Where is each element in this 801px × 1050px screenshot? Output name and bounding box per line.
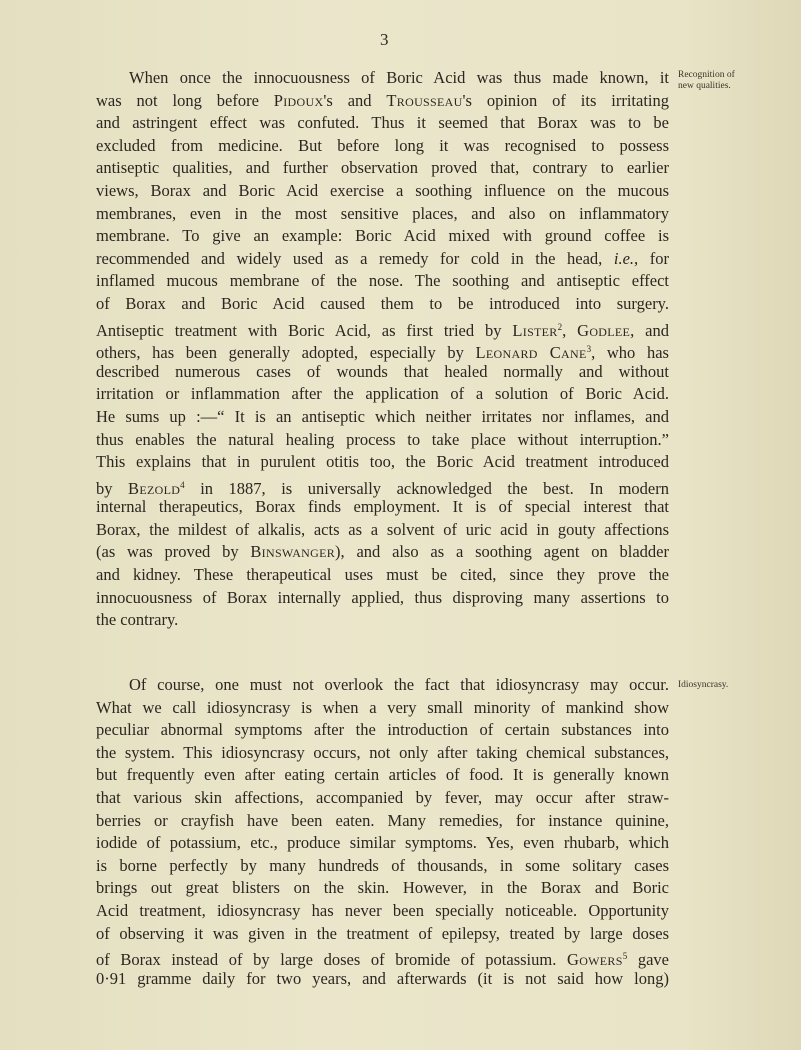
text-run: inflamed mucous membrane of the nose. The soothing and antiseptic effect xyxy=(96,271,669,291)
text-line xyxy=(96,674,669,697)
text-run: Of course, one must not overlook the fact that idiosyncrasy may occur. xyxy=(129,675,669,694)
text-run: of Borax and Boric Acid caused them to be introduced into surgery. xyxy=(96,293,669,313)
author-name: Godlee xyxy=(577,320,631,340)
text-line xyxy=(96,541,669,564)
text-line xyxy=(96,697,669,720)
paragraph-recognition xyxy=(96,67,669,632)
text-line xyxy=(96,157,669,180)
text-run: When once the innocuousness of Boric Acid was thus made known, it xyxy=(129,68,669,87)
text-run: and kidney. These therapeutical uses must be cited, since they prove the xyxy=(96,565,669,585)
text-run: , xyxy=(562,320,578,340)
text-line xyxy=(96,968,669,991)
text-run: i.e. xyxy=(613,248,635,268)
text-run: in 1887, is universally acknowledged the best. In modern xyxy=(184,478,669,498)
text-run: 's and xyxy=(323,90,387,110)
text-run: recommended and widely used as a remedy for cold in the head, xyxy=(96,248,614,268)
text-line xyxy=(96,764,669,787)
text-run: innocuousness of Borax internally applied, thus disproving many assertions to xyxy=(96,587,669,607)
margin-note-recognition xyxy=(678,70,735,92)
paragraph-idiosyncrasy xyxy=(96,674,669,990)
text-line xyxy=(96,248,669,271)
text-line xyxy=(96,787,669,810)
text-run: that various skin affections, accompanied by fever, may occur after straw- xyxy=(96,787,669,807)
text-line xyxy=(96,496,669,519)
text-run: peculiar abnormal symptoms after the introduction of certain substances into xyxy=(96,720,669,740)
text-line xyxy=(96,67,669,90)
text-run: What we call idiosyncrasy is when a very small minority of mankind show xyxy=(96,697,669,717)
footnote-ref: 3 xyxy=(586,344,592,355)
text-run: iodide of potassium, etc., produce similar symptoms. Yes, even rhubarb, which xyxy=(96,833,669,853)
text-run: and astringent effect was confuted. Thus it seemed that Borax was to be xyxy=(96,113,669,133)
text-line xyxy=(96,832,669,855)
text-line xyxy=(96,112,669,135)
text-line xyxy=(96,90,669,113)
text-line xyxy=(96,742,669,765)
text-line xyxy=(96,316,669,339)
text-run: of Borax instead of by large doses of bromide of potassium. xyxy=(96,950,567,970)
text-line xyxy=(96,135,669,158)
text-line xyxy=(96,451,669,474)
text-run: brings out great blisters on the skin. However, in the Borax and Boric xyxy=(96,878,669,898)
text-line xyxy=(96,383,669,406)
text-line xyxy=(96,945,669,968)
text-run: 0·91 gramme daily for two years, and afterwards (it is not said how long) xyxy=(96,968,669,988)
text-run: irritation or inflammation after the application of a solution of Boric Acid. xyxy=(96,384,669,404)
text-line xyxy=(96,719,669,742)
text-run: but frequently even after eating certain articles of food. It is generally known xyxy=(96,765,669,785)
text-run: membranes, even in the most sensitive places, and also on inflammatory xyxy=(96,203,669,223)
text-line xyxy=(96,180,669,203)
text-line xyxy=(96,900,669,923)
text-run: Antiseptic treatment with Boric Acid, as first tried by xyxy=(96,320,513,340)
text-run: was not long before xyxy=(96,90,274,110)
text-line xyxy=(96,225,669,248)
author-name: Trousseau xyxy=(386,90,463,110)
text-run: membrane. To give an example: Boric Acid mixed with ground coffee is xyxy=(96,226,669,246)
author-name: Leonard Cane xyxy=(475,343,587,363)
text-line xyxy=(96,406,669,429)
margin-note-line: new qualities. xyxy=(678,81,731,91)
text-line xyxy=(96,361,669,384)
text-line xyxy=(96,877,669,900)
text-line xyxy=(96,293,669,316)
text-run: gave xyxy=(627,950,669,970)
margin-note-line: Recognition of xyxy=(678,70,735,80)
text-run: , and xyxy=(630,320,670,340)
text-line xyxy=(96,855,669,878)
author-name: Gowers xyxy=(566,950,623,970)
text-run: This explains that in purulent otitis too, the Boric Acid treatment introduced xyxy=(96,452,669,472)
text-run: the system. This idiosyncrasy occurs, not only after taking chemical substances, xyxy=(96,742,669,762)
footnote-ref: 2 xyxy=(557,321,563,332)
text-run: berries or crayfish have been eaten. Many remedies, for instance quinine, xyxy=(96,810,669,830)
text-line xyxy=(96,338,669,361)
footnote-ref: 4 xyxy=(180,479,185,490)
text-run: , who has xyxy=(591,343,669,363)
text-run: , for xyxy=(634,248,669,268)
text-run: others, has been generally adopted, especially by xyxy=(96,343,476,363)
margin-note-idiosyncrasy: Idiosyncrasy. xyxy=(678,680,729,690)
text-run: Acid treatment, idiosyncrasy has never been specially noticeable. Opportunity xyxy=(96,900,669,920)
footnote-ref: 5 xyxy=(622,951,628,962)
text-run: (as was proved by xyxy=(96,542,251,562)
text-run: He sums up :—“ It is an antiseptic which neither irritates nor inflames, and xyxy=(96,406,669,426)
text-run: described numerous cases of wounds that healed normally and without xyxy=(96,361,669,381)
text-line xyxy=(96,474,669,497)
author-name: Bezold xyxy=(128,478,181,498)
text-line xyxy=(96,923,669,946)
author-name: Pidoux xyxy=(273,90,324,110)
text-run: internal therapeutics, Borax finds employment. It is of special interest that xyxy=(96,497,669,517)
text-run: 's opinion of its irritating xyxy=(462,90,669,110)
text-run: views, Borax and Boric Acid exercise a soothing influence on the mucous xyxy=(96,180,669,200)
text-run: ), and also as a soothing agent on bladder xyxy=(335,542,669,562)
text-run: Borax, the mildest of alkalis, acts as a solvent of uric acid in gouty affections xyxy=(96,519,669,539)
text-line xyxy=(96,810,669,833)
text-line xyxy=(96,609,669,632)
text-line xyxy=(96,519,669,542)
text-line xyxy=(96,587,669,610)
page-number: 3 xyxy=(380,30,389,49)
text-run: of observing it was given in the treatment of epilepsy, treated by large doses xyxy=(96,923,669,943)
text-line xyxy=(96,429,669,452)
text-line xyxy=(96,564,669,587)
text-run: thus enables the natural healing process to take place without interruption.” xyxy=(96,429,669,449)
author-name: Binswanger xyxy=(250,542,336,562)
text-run: is borne perfectly by many hundreds of thousands, in some solitary cases xyxy=(96,855,669,875)
text-line xyxy=(96,203,669,226)
text-line xyxy=(96,270,669,293)
text-run: by xyxy=(96,478,129,498)
author-name: Lister xyxy=(512,320,558,340)
text-run: antiseptic qualities, and further observation proved that, contrary to earlier xyxy=(96,158,669,178)
text-run: the contrary. xyxy=(96,610,179,630)
text-run: excluded from medicine. But before long it was recognised to possess xyxy=(96,135,669,155)
